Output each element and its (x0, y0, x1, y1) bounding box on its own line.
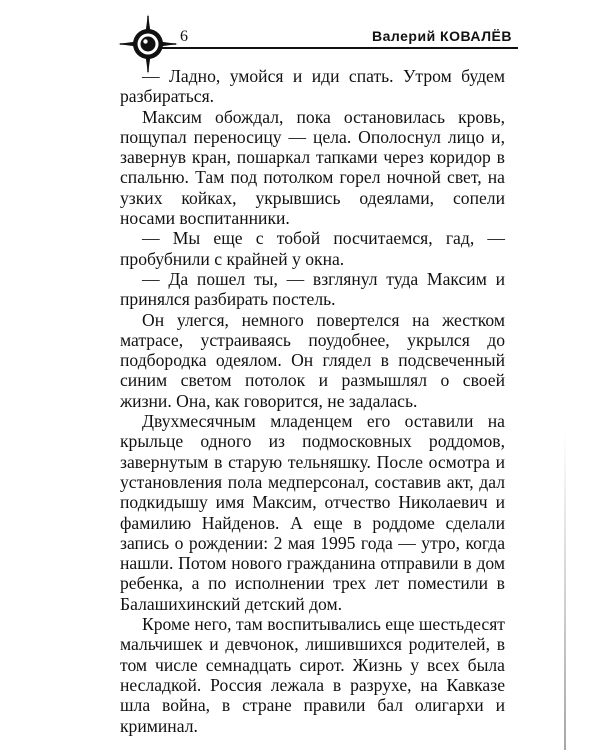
scan-edge-shadow (564, 430, 566, 750)
paragraph: Двухмесячным младенцем его оставили на крыльце одного из подмосковных роддомов, завернутым в старую тельняшку. После осмотра и установления пола медперсонал, составив акт, дал подкидышу имя Максим, отчество Николаевич и фамилию Найденов. А еще в роддоме сделали запись о рождении: 2 мая 1995 года — утро, когда нашли. Потом нового гражданина отправили в дом ребенка, а по исполнении трех лет поместили в Балашихинский детский дом. (120, 411, 505, 614)
body-text (120, 66, 505, 736)
page-number: 6 (180, 28, 188, 45)
paragraph: — Ладно, умойся и иди спать. Утром будем разбираться. (120, 66, 505, 107)
paragraph: Кроме него, там воспитывались еще шестьдесят мальчишек и девчонок, лишившихся родителей, в том числе семнадцать сирот. Жизнь у всех была несладкой. Россия лежала в разрухе, на Кавказе шла война, в стране правили бал олигархи и криминал. (120, 614, 505, 736)
compass-emblem-icon (118, 14, 178, 74)
paragraph: Он улегся, немного повертелся на жестком матрасе, устраиваясь поудобнее, укрылся до подбородка одеялом. Он глядел в подсвеченный синим светом потолок и размышлял о своей жизни. Она, как говорится, не задалась. (120, 309, 505, 411)
page-header (118, 24, 518, 54)
paragraph: — Да пошел ты, — взглянул туда Максим и принялся разбирать постель. (120, 268, 505, 310)
header-rule (148, 47, 518, 49)
running-title: Валерий КОВАЛЁВ (372, 28, 512, 44)
paragraph: Максим обождал, пока остановилась кровь, пощупал переносицу — цела. Ополоснул лицо и, завернув кран, пошаркал тапками через коридор в спальню. Там под потолком горел ночной свет, на узких койках, укрывшись одеялами, сопели носами воспитанники. (120, 106, 505, 229)
paragraph: — Мы еще с тобой посчитаемся, гад, — пробубнили с крайней у окна. (120, 228, 505, 269)
